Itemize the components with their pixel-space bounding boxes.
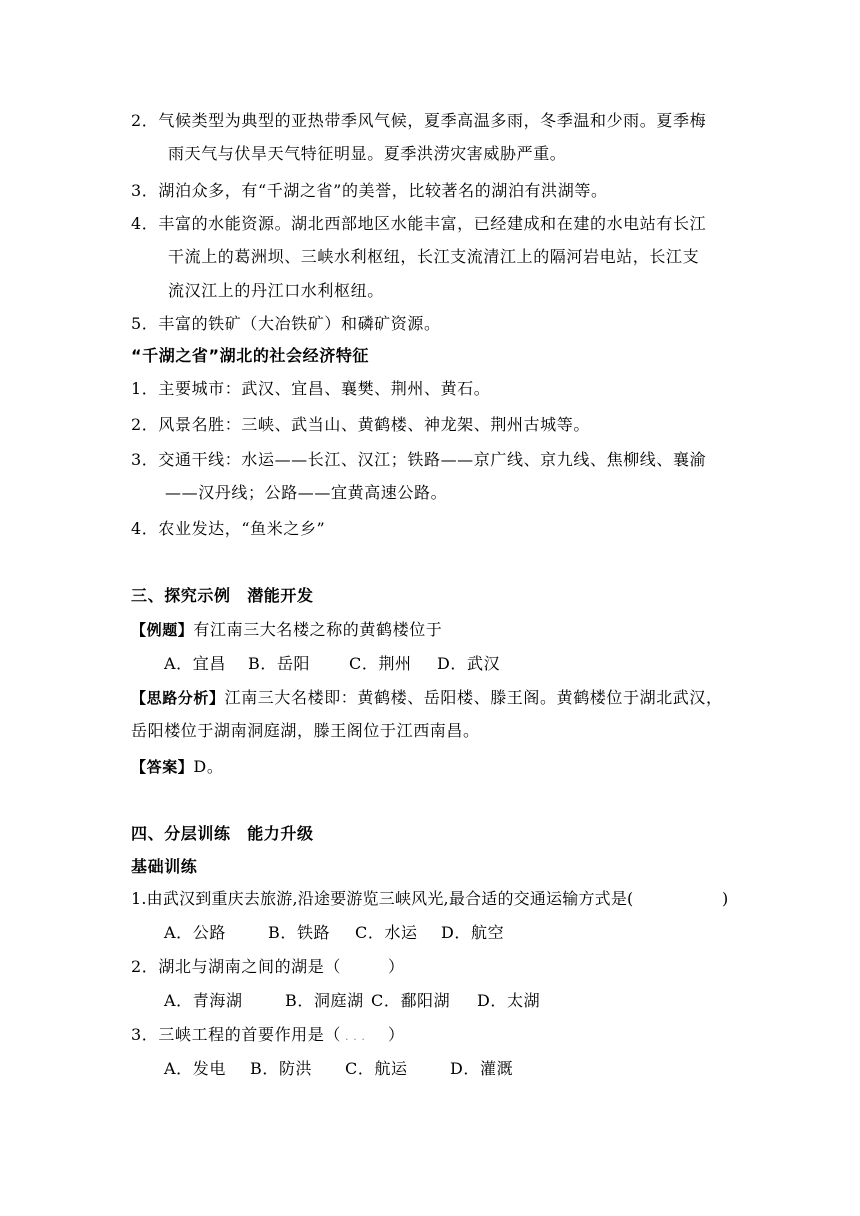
example-option-d: D．武汉 bbox=[437, 654, 501, 673]
q2-option-b: B．洞庭湖 bbox=[285, 991, 364, 1010]
q3-option-c: C．航运 bbox=[345, 1059, 408, 1078]
social-item-4: 4．农业发达，“鱼米之乡” bbox=[131, 519, 326, 538]
question-1: 1.由武汉到重庆去旅游,沿途要游览三峡风光,最合适的交通运输方式是( bbox=[131, 889, 634, 908]
q1-option-b: B．铁路 bbox=[268, 923, 331, 942]
nature-item-2-line-2: 雨天气与伏旱天气特征明显。夏季洪涝灾害威胁严重。 bbox=[168, 144, 567, 163]
social-item-1: 1．主要城市：武汉、宜昌、襄樊、荆州、黄石。 bbox=[131, 379, 491, 398]
q1-option-c: C．水运 bbox=[355, 923, 418, 942]
question-3-close-paren: ） bbox=[388, 1025, 405, 1044]
nature-item-4-line-1: 4．丰富的水能资源。湖北西部地区水能丰富，已经建成和在建的水电站有长江 bbox=[131, 214, 707, 233]
q3-option-d: D．灌溉 bbox=[450, 1059, 514, 1078]
social-item-3-line-1: 3．交通干线：水运——长江、汉江；铁路——京广线、京九线、焦柳线、襄渝 bbox=[131, 450, 707, 469]
question-2-options bbox=[164, 990, 540, 1012]
q3-option-b: B．防洪 bbox=[250, 1059, 313, 1078]
question-3-options bbox=[164, 1058, 513, 1080]
q2-option-c: C．鄱阳湖 bbox=[371, 991, 451, 1010]
example-option-c: C．荆州 bbox=[349, 654, 412, 673]
analysis-text-1: 江南三大名楼即：黄鹤楼、岳阳楼、滕王阁。黄鹤楼位于湖北武汉， bbox=[224, 688, 723, 707]
question-1-options bbox=[164, 922, 504, 944]
question-3-dots: . . . bbox=[345, 1030, 366, 1043]
question-2-close-paren: ） bbox=[388, 957, 405, 976]
example-tag: 【例题】 bbox=[131, 621, 194, 639]
analysis-line-2: 岳阳楼位于湖南洞庭湖，滕王阁位于江西南昌。 bbox=[131, 721, 480, 740]
analysis-tag: 【思路分析】 bbox=[131, 689, 225, 707]
nature-item-5: 5．丰富的铁矿（大冶铁矿）和磷矿资源。 bbox=[131, 314, 441, 333]
example-question bbox=[131, 619, 442, 641]
section-3-heading: 三、探究示例 潜能开发 bbox=[131, 586, 314, 605]
analysis-line-1 bbox=[131, 687, 723, 709]
answer-text: D。 bbox=[193, 757, 224, 776]
example-options bbox=[164, 653, 500, 675]
nature-item-4-line-3: 流汉江上的丹江口水利枢纽。 bbox=[168, 281, 384, 300]
social-heading: “千湖之省”湖北的社会经济特征 bbox=[131, 346, 370, 365]
example-option-a: A．宜昌 bbox=[164, 654, 226, 673]
nature-item-3: 3．湖泊众多，有“千湖之省”的美誉，比较著名的湖泊有洪湖等。 bbox=[131, 181, 608, 200]
q1-option-a: A．公路 bbox=[164, 923, 226, 942]
answer-line bbox=[131, 756, 223, 778]
social-item-3-line-2: ——汉丹线；公路——宜黄高速公路。 bbox=[165, 483, 448, 502]
nature-item-2-line-1: 2．气候类型为典型的亚热带季风气候，夏季高温多雨，冬季温和少雨。夏季梅 bbox=[131, 111, 707, 130]
question-2: 2．湖北与湖南之间的湖是（ bbox=[131, 957, 341, 976]
social-item-2: 2．风景名胜：三峡、武当山、黄鹤楼、神龙架、荆州古城等。 bbox=[131, 415, 590, 434]
example-text: 有江南三大名楼之称的黄鹤楼位于 bbox=[193, 620, 443, 639]
example-option-b: B．岳阳 bbox=[248, 654, 311, 673]
q3-option-a: A．发电 bbox=[164, 1059, 226, 1078]
section-4-heading: 四、分层训练 能力升级 bbox=[131, 824, 314, 843]
q1-option-d: D．航空 bbox=[441, 923, 505, 942]
q2-option-a: A．青海湖 bbox=[164, 991, 243, 1010]
basic-training-heading: 基础训练 bbox=[131, 857, 198, 876]
nature-item-4-line-2: 干流上的葛洲坝、三峡水利枢纽，长江支流清江上的隔河岩电站，长江支 bbox=[168, 247, 700, 266]
question-1-close-paren: ) bbox=[722, 889, 729, 908]
answer-tag: 【答案】 bbox=[131, 758, 194, 776]
question-3: 3．三峡工程的首要作用是（ bbox=[131, 1025, 341, 1044]
q2-option-d: D．太湖 bbox=[477, 991, 541, 1010]
